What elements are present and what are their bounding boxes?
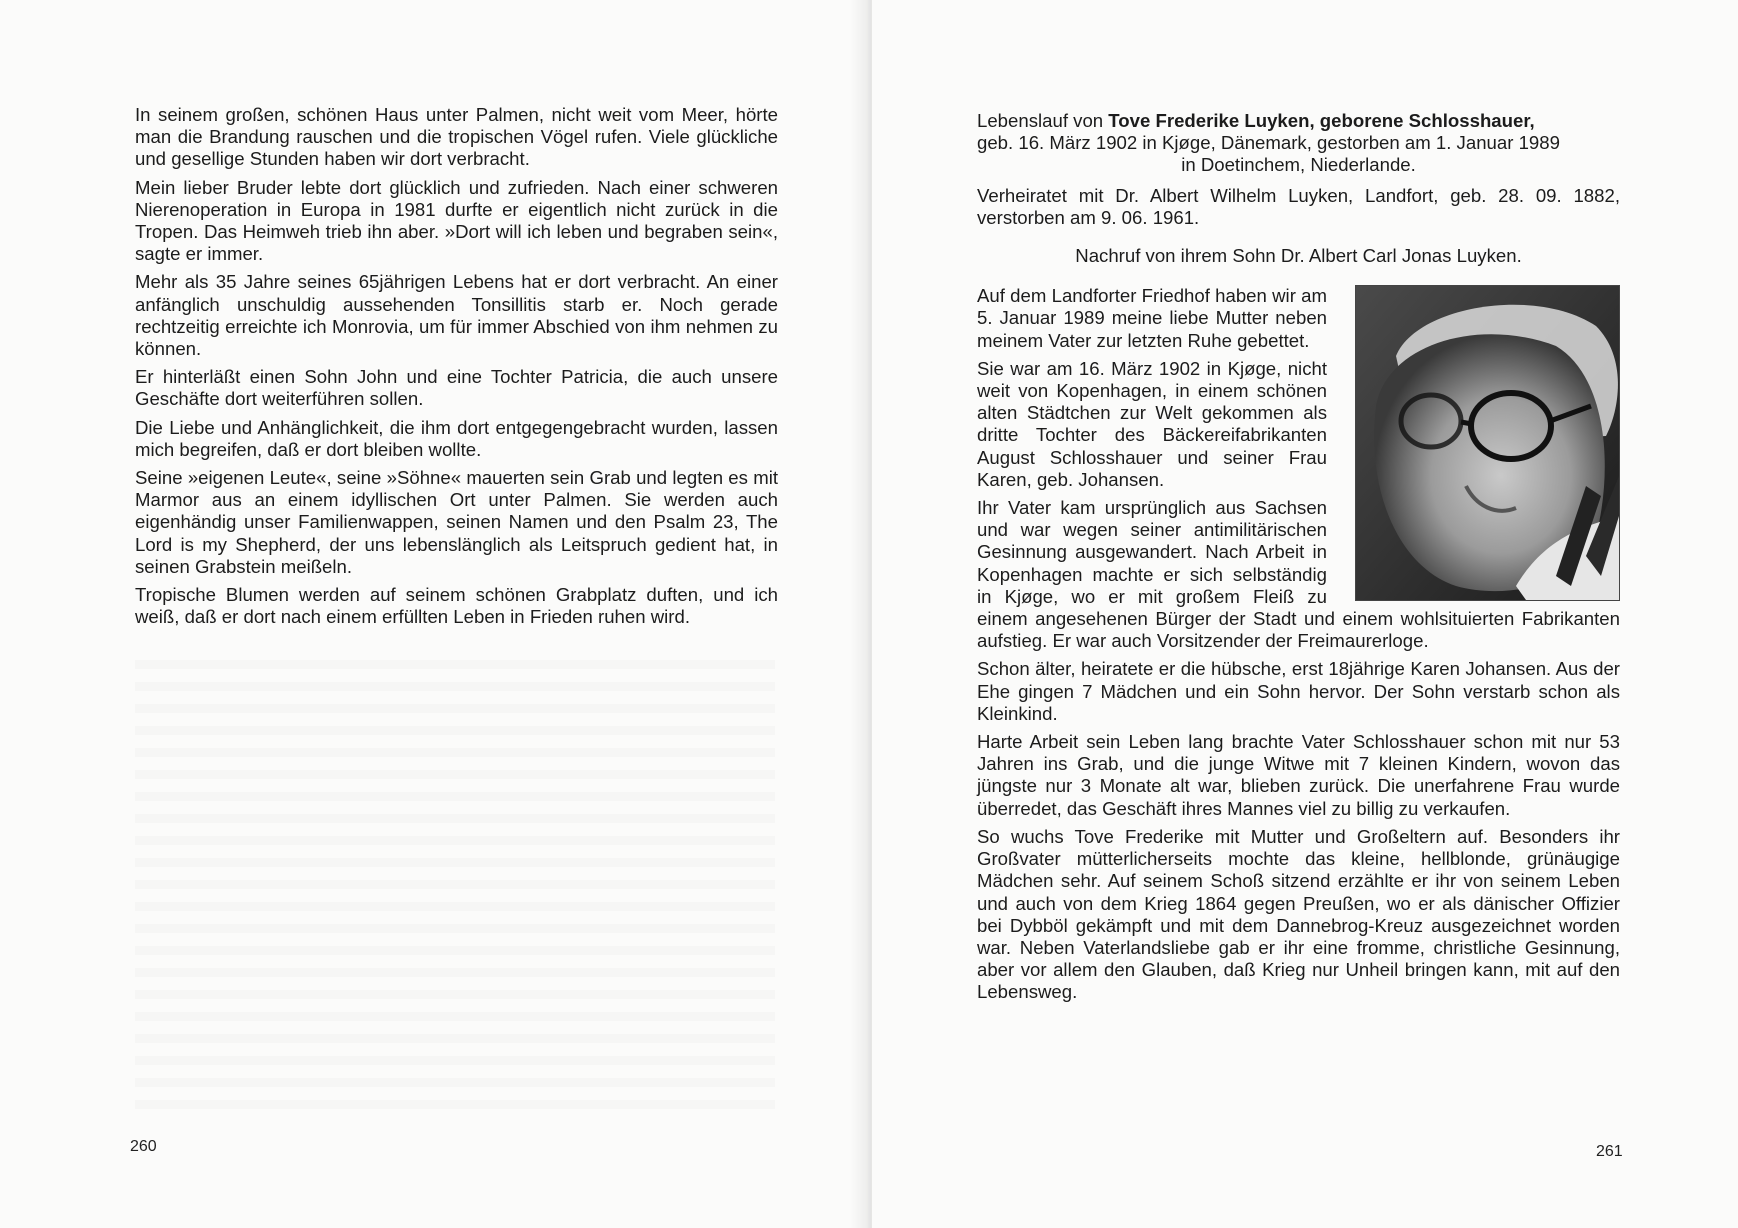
heading-prefix: Lebenslauf von xyxy=(977,110,1109,131)
paragraph: Sie war am 16. März 1902 in Kjøge, nicht weit von Kopenhagen, in einem schönen alten Städtchen zur Welt gekommen als dritte Tochter des Bäckereifabrikanten August Schlosshauer und seiner Frau Karen, geb. Johansen. xyxy=(977,357,1327,490)
paragraph: Schon älter, heiratete er die hübsche, erst 18jährige Karen Johansen. Aus der Ehe gingen 7 Mädchen und ein Sohn hervor. Der Sohn verstarb schon als Kleinkind. xyxy=(977,658,1620,724)
show-through-text xyxy=(135,660,775,1120)
paragraph: So wuchs Tove Frederike mit Mutter und Großeltern auf. Besonders ihr Großvater mütterlicherseits mochte das kleine, hellblonde, grünäugige Mädchen sehr. Auf seinem Schoß sitzend erzählte er ihr von seinem Leben und auch von dem Krieg 1864 gegen Preußen, wo er als dänischer Offizier bei Dybböl gekämpft und mit dem Dannebrog-Kreuz ausgezeichnet worden war. Neben Vaterlandsliebe gab er ihr eine fromme, christliche Gesinnung, aber vor allem den Glauben, daß Krieg nur Unheil bringen kann, mit auf den Lebensweg. xyxy=(977,825,1620,1003)
paragraph: Er hinterläßt einen Sohn John und eine Tochter Patricia, die auch unsere Geschäfte dort weiterführen sollen. xyxy=(135,366,778,410)
heading-place: in Doetinchem, Niederlande. xyxy=(1181,154,1416,176)
paragraph: Ihr Vater kam ursprünglich aus Sachsen und war wegen seiner antimilitärischen Gesinnung ausgewandert. Nach Arbeit in Kopenhagen machte er sich selbständig in Kjøge, wo er mit großem Fleiß zu einem angesehenen Bürger der Stadt und einem wohlsituierten Fabrikanten aufstieg. Er war auch Vorsitzender der Freimaurerloge. xyxy=(977,497,1620,652)
obituary-title: Nachruf von ihrem Sohn Dr. Albert Carl Jonas Luyken. xyxy=(1075,245,1522,267)
heading-name: Tove Frederike Luyken, geborene Schlosshauer, xyxy=(1108,110,1535,131)
heading-birth: geb. 16. März 1902 in Kjøge, Dänemark, gestorben am 1. Januar 1989 xyxy=(977,132,1560,154)
left-page xyxy=(0,0,868,1228)
paragraph: Auf dem Landforter Friedhof haben wir am 5. Januar 1989 meine liebe Mutter neben meinem Vater zur letzten Ruhe gebettet. xyxy=(977,285,1327,351)
marriage-info: Verheiratet mit Dr. Albert Wilhelm Luyken, Landfort, geb. 28. 09. 1882, verstorben am 9. 06. 1961. xyxy=(977,184,1620,228)
obituary-body xyxy=(977,285,1620,1003)
biography-heading xyxy=(977,110,1620,177)
paragraph: Die Liebe und Anhänglichkeit, die ihm dort entgegengebracht wurden, lassen mich begreifen, daß er dort bleiben wollte. xyxy=(135,416,778,460)
portrait-photo xyxy=(1355,285,1620,601)
page-number-left: 260 xyxy=(130,1138,157,1155)
paragraph: In seinem großen, schönen Haus unter Palmen, nicht weit vom Meer, hörte man die Brandung rauschen und die tropischen Vögel rufen. Viele glückliche und gesellige Stunden haben wir dort verbracht. xyxy=(135,104,778,170)
paragraph: Seine »eigenen Leute«, seine »Söhne« mauerten sein Grab und legten es mit Marmor aus an einem idyllischen Ort unter Palmen. Sie werden auch eigenhändig unser Familienwappen, seinen Namen und den Psalm 23, The Lord is my Shepherd, der uns lebenslänglich als Leitspruch gedient hat, in seinen Grabstein meißeln. xyxy=(135,467,778,577)
heading-line xyxy=(977,110,1620,132)
paragraph: Mein lieber Bruder lebte dort glücklich und zufrieden. Nach einer schweren Nierenoperation in Europa in 1981 durfte er eigentlich nicht zurück in die Tropen. Das Heimweh trieb ihn aber. »Dort will ich leben und begraben sein«, sagte er immer. xyxy=(135,176,778,265)
page-number-right: 261 xyxy=(1596,1143,1623,1160)
portrait-image xyxy=(1356,286,1619,600)
right-page-text xyxy=(977,110,1620,1010)
paragraph: Mehr als 35 Jahre seines 65jährigen Lebens hat er dort verbracht. An einer anfänglich unschuldig aussehenden Tonsillitis starb er. Noch gerade rechtzeitig erreichte ich Monrovia, um für immer Abschied von ihm nehmen zu können. xyxy=(135,271,778,360)
left-page-text xyxy=(135,104,778,634)
paragraph: Tropische Blumen werden auf seinem schönen Grabplatz duften, und ich weiß, daß er dort nach einem erfüllten Leben in Frieden ruhen wird. xyxy=(135,584,778,628)
paragraph: Harte Arbeit sein Leben lang brachte Vater Schlosshauer schon mit nur 53 Jahren ins Grab, und die junge Witwe mit 7 kleinen Kindern, wovon das jüngste nur 3 Monate alt war, blieben zurück. Die unerfahrene Frau wurde überredet, das Geschäft ihres Mannes viel zu billig zu verkaufen. xyxy=(977,731,1620,819)
